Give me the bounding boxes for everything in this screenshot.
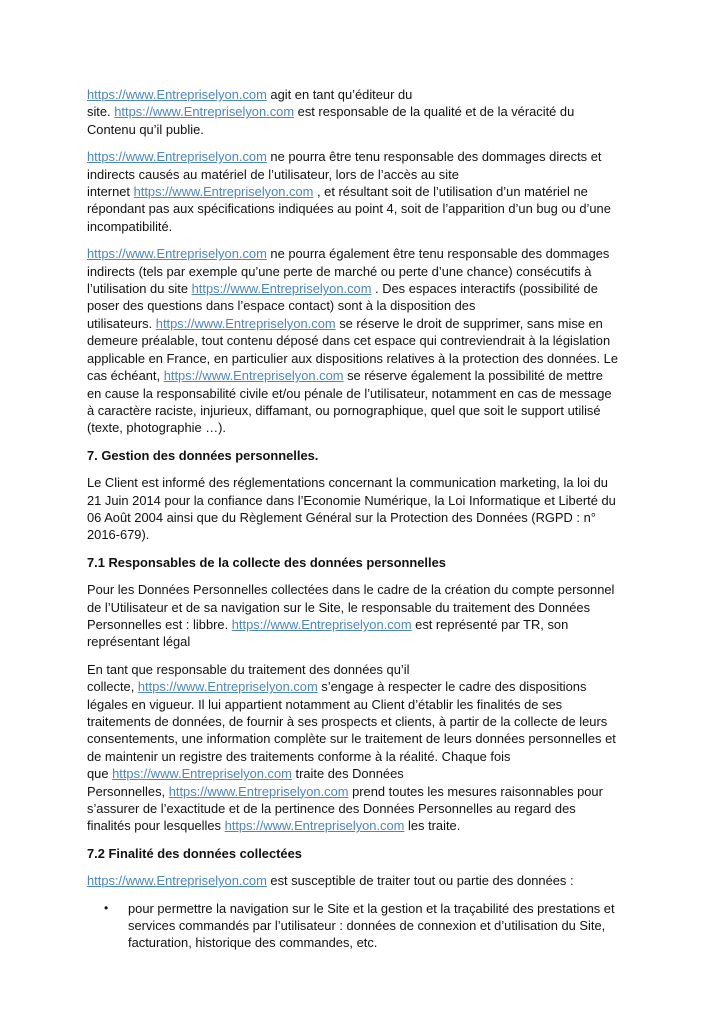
text-segment: , et résultant soit de l’utilisation d’un matériel ne (313, 184, 588, 200)
text-line (87, 765, 684, 782)
website-link[interactable]: https://www.Entrepriselyon.com (231, 616, 412, 632)
text-line (87, 474, 684, 491)
text-segment: répondant pas aux spécifications indiquées au point 4, soit de l’apparition d’un bug ou d’une (87, 201, 611, 217)
text-line (87, 713, 684, 730)
text-line (87, 526, 684, 543)
text-segment: Personnelles est : libbre. (87, 616, 232, 632)
text-line (87, 385, 684, 402)
text-segment: à caractère raciste, injurieux, diffamant, ou pornographique, quel que soit le support utilisé (87, 402, 601, 418)
website-link[interactable]: https://www.Entrepriselyon.com (191, 281, 372, 297)
text-line (87, 297, 684, 314)
section-heading: 7. Gestion des données personnelles. (87, 447, 319, 463)
text-segment: facturation, historique des commandes, etc. (128, 935, 378, 951)
text-segment: se réserve le droit de supprimer, sans mise en (335, 315, 603, 331)
text-segment: indirects (tels par exemple qu’une perte de marché ou perte d’une chance) consécutifs à (87, 263, 592, 279)
text-segment: de maintenir un registre des traitements conforme à la réalité. Chaque fois (87, 748, 511, 764)
text-line (87, 315, 684, 332)
text-segment: est susceptible de traiter tout ou partie des données : (266, 873, 574, 889)
text-segment: incompatibilité. (87, 218, 173, 234)
text-segment: Pour les Données Personnelles collectées dans le cadre de la création du compte personnel (87, 582, 615, 598)
list-item (87, 900, 684, 952)
text-line (87, 678, 684, 695)
text-segment: l’utilisation du site (87, 281, 192, 297)
text-line (87, 148, 684, 165)
text-line (128, 917, 684, 934)
text-segment: Contenu qu’il publie. (87, 121, 204, 137)
website-link[interactable]: https://www.Entrepriselyon.com (87, 246, 267, 262)
text-line (87, 103, 684, 120)
text-line (87, 263, 684, 280)
paragraph (87, 581, 684, 651)
paragraph (87, 872, 684, 889)
paragraph (87, 86, 684, 138)
text-segment: est responsable de la qualité et de la véracité du (294, 104, 575, 120)
text-segment: . Des espaces interactifs (possibilité de (371, 281, 598, 297)
text-line (87, 419, 684, 436)
website-link[interactable]: https://www.Entrepriselyon.com (137, 679, 318, 695)
text-segment: traite des Données (291, 766, 404, 782)
bullet-list (87, 900, 684, 952)
text-line (87, 748, 684, 765)
website-link[interactable]: https://www.Entrepriselyon.com (87, 87, 267, 102)
website-link[interactable]: https://www.Entrepriselyon.com (224, 818, 405, 834)
text-line (87, 86, 684, 103)
text-segment: utilisateurs. (87, 315, 156, 331)
text-line (87, 332, 684, 349)
text-line (87, 245, 684, 262)
website-link[interactable]: https://www.Entrepriselyon.com (163, 368, 344, 384)
text-segment: En tant que responsable du traitement des données qu’il (87, 661, 410, 677)
text-segment: les traite. (404, 818, 461, 834)
text-line (87, 121, 684, 138)
text-segment: traitements de données, de fournir à ses prospects et clients, à partir de la collecte de leurs (87, 714, 608, 729)
text-segment: 2016-679). (87, 527, 150, 543)
text-segment: Personnelles, (87, 783, 169, 799)
text-line (87, 280, 684, 297)
text-line (87, 599, 684, 616)
text-segment: applicable en France, en particulier aux dispositions relatives à la protection des données. Le (87, 350, 618, 366)
text-line (87, 696, 684, 713)
text-segment: (texte, photographie …). (87, 420, 227, 436)
text-segment: représentant légal (87, 634, 191, 650)
text-segment: légales en vigueur. Il lui appartient notamment au Client d’établir les finalités de ses (87, 696, 563, 712)
text-segment: agit en tant qu’éditeur du (266, 87, 413, 102)
text-segment: que (87, 766, 113, 782)
text-line (87, 166, 684, 183)
text-line (87, 402, 684, 419)
text-line (87, 872, 684, 889)
text-segment: est représenté par TR, son (411, 616, 569, 632)
paragraph (87, 474, 684, 544)
text-line (87, 200, 684, 217)
text-segment: indirects causés au matériel de l’utilisateur, lors de l’accès au site (87, 166, 459, 182)
text-line (87, 661, 684, 678)
text-segment: de l’Utilisateur et de sa navigation sur le Site, le responsable du traitement des Données (87, 599, 591, 615)
text-segment: internet (87, 184, 134, 200)
paragraph (87, 148, 684, 235)
text-line (87, 509, 684, 526)
text-line (87, 581, 684, 598)
text-segment: services commandés par l’utilisateur : données de connexion et d’utilisation du Site, (128, 918, 606, 934)
text-segment: 21 Juin 2014 pour la confiance dans l’Economie Numérique, la Loi Informatique et Liberté du (87, 492, 616, 508)
text-line (128, 934, 684, 951)
section-heading: 7.2 Finalité des données collectées (87, 845, 302, 861)
text-line (87, 616, 684, 633)
website-link[interactable]: https://www.Entrepriselyon.com (155, 315, 336, 331)
text-segment: se réserve également la possibilité de mettre (343, 368, 603, 384)
website-link[interactable]: https://www.Entrepriselyon.com (87, 149, 267, 165)
text-segment: ne pourra également être tenu responsable des dommages (266, 246, 610, 262)
text-segment: collecte, (87, 679, 138, 695)
text-segment: 06 Août 2004 ainsi que du Règlement Général sur la Protection des Données (RGPD : n° (87, 509, 596, 525)
text-segment: ne pourra être tenu responsable des dommages directs et (266, 149, 602, 165)
text-line (87, 350, 684, 367)
website-link[interactable]: https://www.Entrepriselyon.com (112, 766, 292, 782)
text-segment: site. (87, 104, 115, 120)
text-segment: demeure préalable, tout contenu déposé dans cet espace qui contreviendrait à la législation (87, 333, 611, 349)
text-segment: Le Client est informé des réglementations concernant la communication marketing, la loi du (87, 475, 608, 491)
section-heading: 7.1 Responsables de la collecte des données personnelles (87, 554, 446, 570)
text-line (87, 218, 684, 235)
text-line (87, 730, 684, 747)
text-line (87, 183, 684, 200)
paragraph (87, 245, 684, 436)
bullet-icon: • (104, 900, 109, 915)
website-link[interactable]: https://www.Entrepriselyon.com (87, 873, 267, 889)
website-link[interactable]: https://www.Entrepriselyon.com (133, 184, 314, 200)
text-line (87, 783, 684, 800)
text-segment: finalités pour lesquelles (87, 818, 225, 834)
text-line (87, 492, 684, 509)
text-segment: poser des questions dans l’espace contact) sont à la disposition des (87, 298, 476, 314)
text-segment: cas échéant, (87, 368, 164, 384)
text-segment: s’engage à respecter le cadre des dispositions (317, 679, 587, 695)
text-line (87, 817, 684, 834)
text-line (87, 800, 684, 817)
text-segment: prend toutes les mesures raisonnables pour (348, 783, 603, 799)
paragraph (87, 661, 684, 835)
text-segment: pour permettre la navigation sur le Site et la gestion et la traçabilité des prestations et (128, 900, 615, 916)
website-link[interactable]: https://www.Entrepriselyon.com (114, 104, 295, 120)
text-segment: consentements, une information complète sur le traitement de leurs données personnelles et (87, 731, 616, 747)
text-segment: en cause la responsabilité civile et/ou pénale de l’utilisateur, notamment en cas de message (87, 385, 612, 401)
text-line (87, 367, 684, 384)
website-link[interactable]: https://www.Entrepriselyon.com (168, 783, 349, 799)
text-line (87, 633, 684, 650)
text-line (128, 900, 684, 917)
text-segment: s’assurer de l’exactitude et de la pertinence des Données Personnelles au regard des (87, 801, 576, 817)
